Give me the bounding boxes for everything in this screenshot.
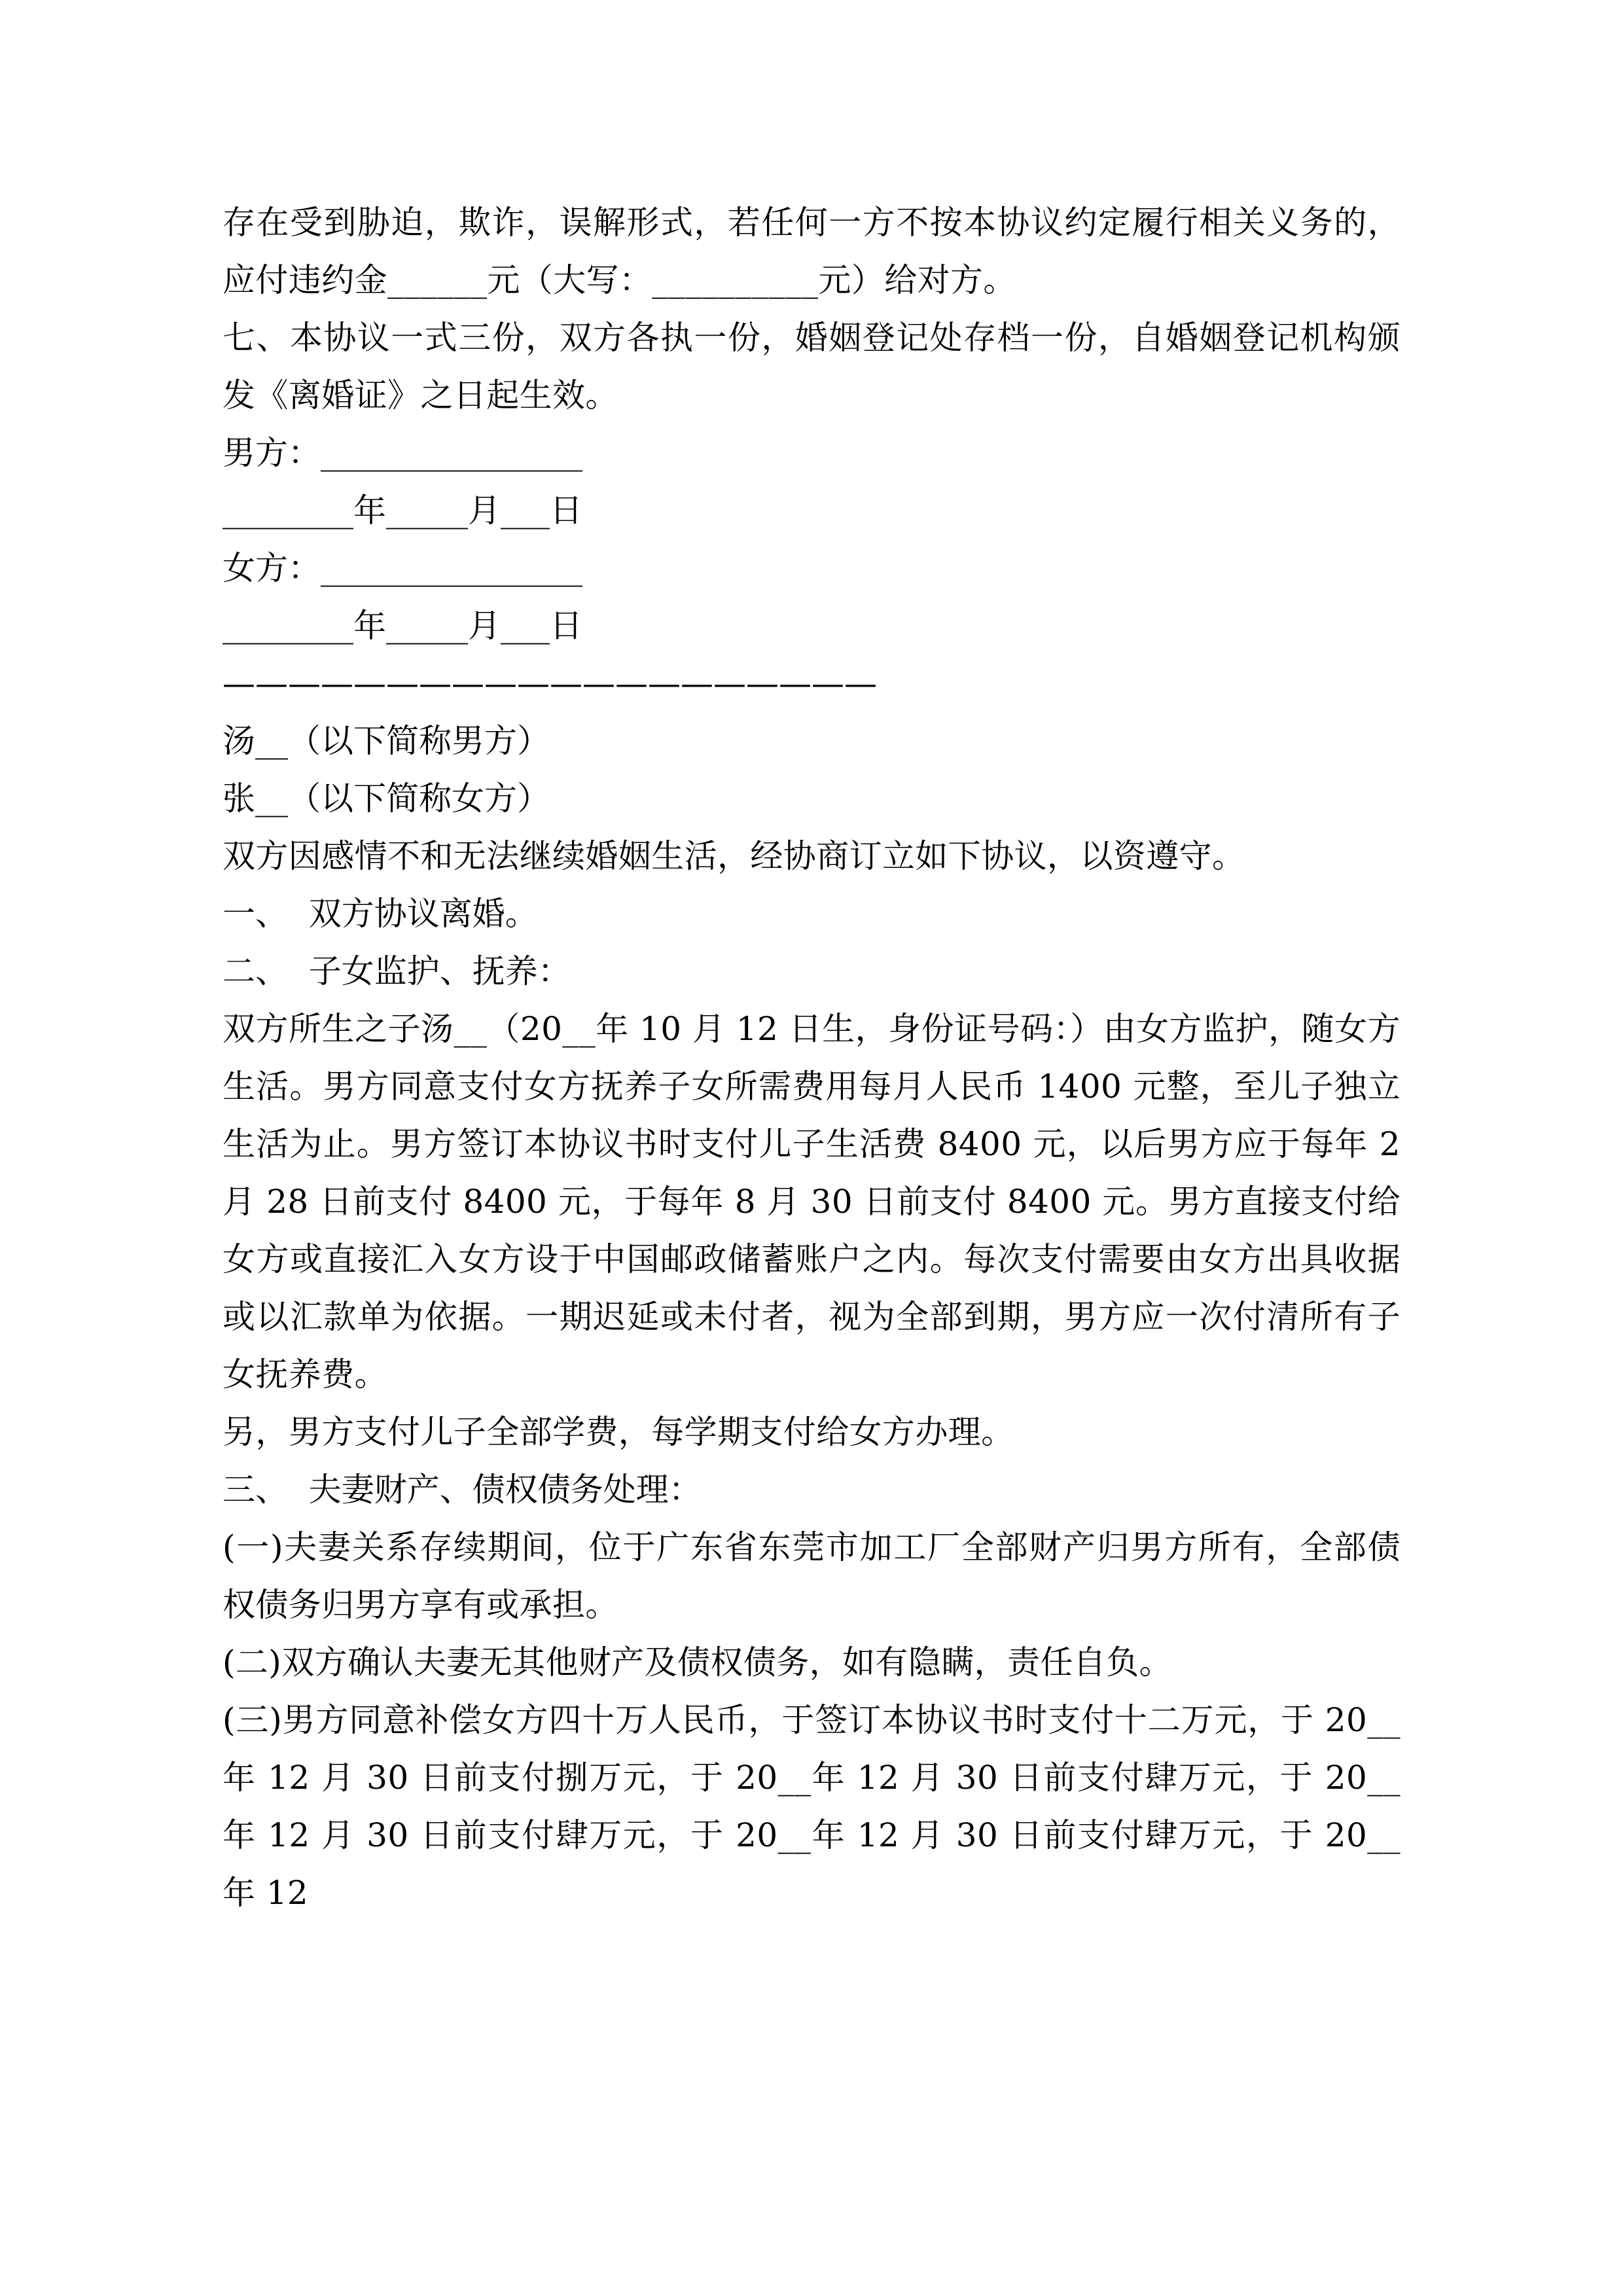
paragraph-clause-2-note: 另，男方支付儿子全部学费，每学期支付给女方办理。 (223, 1413, 1014, 1451)
signature-line-female: 女方：________________ (223, 549, 582, 587)
paragraph-clause-3-3: (三)男方同意补偿女方四十万人民币，于签订本协议书时支付十二万元，于 20__年 12 月 30 日前支付捌万元，于 20__年 12 月 30 日前支付肆万元，于 20__年 12 月 30 日前支付肆万元，于 20__年 12 月 30 日前支付肆万元，于 20__年 12 (223, 1701, 1400, 1912)
paragraph-clause-3-1: (一)夫妻关系存续期间，位于广东省东莞市加工厂全部财产归男方所有，全部债权债务归男方享有或承担。 (223, 1528, 1400, 1624)
document-body (223, 194, 1412, 1922)
section-divider: ———————————————————— (223, 664, 877, 702)
paragraph-clause-2-body: 双方所生之子汤__（20__年 10 月 12 日生，身份证号码：）由女方监护，随女方生活。男方同意支付女方抚养子女所需费用每月人民币 1400 元整，至儿子独立生活为止。男方签订本协议书时支付儿子生活费 8400 元，以后男方应于每年 2 月 28 日前支付 8400 元，于每年 8 月 30 日前支付 8400 元。男方直接支付给女方或直接汇入女方设于中国邮政储蓄账户之内。每次支付需要由女方出具收据或以汇款单为依据。一期迟延或未付者，视为全部到期，男方应一次付清所有子女抚养费。 (223, 1010, 1412, 1393)
paragraph-clause-3-2: (二)双方确认夫妻无其他财产及债权债务，如有隐瞒，责任自负。 (223, 1643, 1173, 1681)
party-name-female: 张__（以下简称女方） (223, 780, 550, 817)
paragraph-clause-6-continued: 存在受到胁迫，欺诈，误解形式，若任何一方不按本协议约定履行相关义务的，应付违约金______元（大写：__________元）给对方。 (223, 204, 1400, 299)
paragraph-preamble: 双方因感情不和无法继续婚姻生活，经协商订立如下协议，以资遵守。 (223, 837, 1245, 875)
clause-heading-1: 一、 双方协议离婚。 (223, 895, 538, 933)
signature-date-male: ________年_____月___日 (223, 492, 582, 529)
signature-line-male: 男方：________________ (223, 434, 582, 472)
signature-date-female: ________年_____月___日 (223, 607, 582, 645)
paragraph-clause-7: 七、本协议一式三份，双方各执一份，婚姻登记处存档一份，自婚姻登记机构颁发《离婚证》之日起生效。 (223, 319, 1400, 414)
clause-heading-2: 二、 子女监护、抚养： (223, 952, 571, 990)
clause-heading-3: 三、 夫妻财产、债权债务处理： (223, 1471, 702, 1509)
party-name-male: 汤__（以下简称男方） (223, 722, 550, 760)
